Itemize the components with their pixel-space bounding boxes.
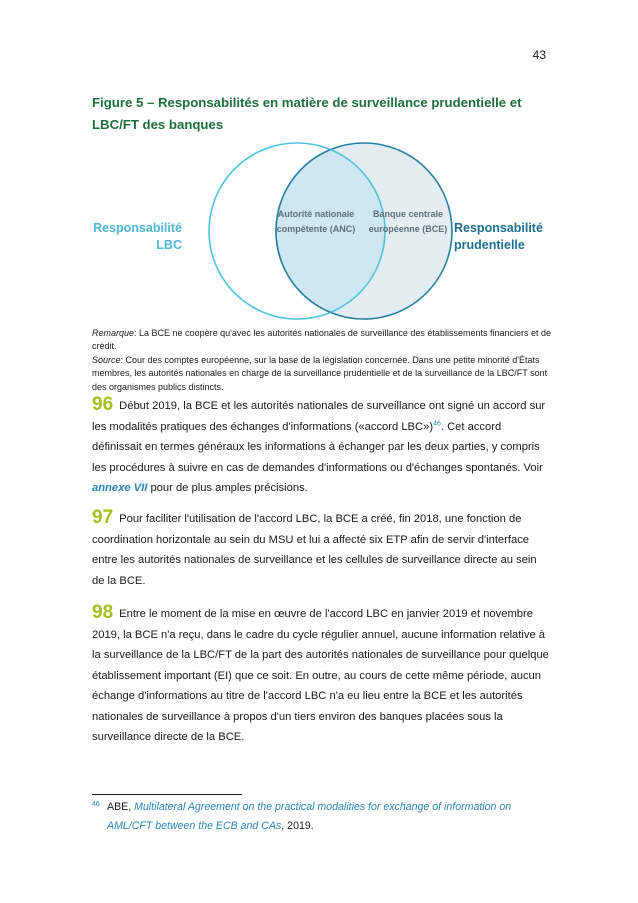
label-bce: Banque centrale européenne (BCE) [368,209,448,234]
footnote-mark: 46 [92,801,100,808]
page-number: 43 [532,48,546,62]
remark: Remarque: La BCE ne coopère qu'avec les autorités nationales de surveillance des établissements financiers et de crédit. [92,328,551,352]
footnote-ref[interactable]: 46 [433,419,441,427]
paragraph-number: 96 [92,394,114,415]
paragraph-number: 97 [92,507,114,528]
annexe-link[interactable]: annexe VII [92,482,148,494]
paragraph-98: 98 Entre le moment de la mise en œuvre de l'accord LBC en janvier 2019 et novembre 2019, la BCE n'a reçu, dans le cadre du cycle régulier annuel, aucune information relative à la surveillance de la LBC/FT de la part des autorités nationales de surveillance pour quelque établissement important (EI) que ce soit. En outre, au cours de cette même période, aucun échange d'informations au titre de l'accord LBC n'a eu lieu entre la BCE et les autorités nationales de surveillance à propos d'un tiers environ des banques placées sous la surveillance directe de la BCE. [92,602,549,743]
source: Source: Cour des comptes européenne, sur la base de la législation concernée. Dans une petite minorité d'États membres, les autorités nationales en charge de la surveillance prudentielle et de la surveillance de la LBC/FT sont des organismes publics distincts. [92,354,548,392]
label-responsabilite-prudentielle: Responsabilité prudentielle [454,221,543,252]
footnote-link[interactable]: Multilateral Agreement on the practical modalities for exchange of information on AML/CFT between the ECB and CAs [107,801,512,832]
footnote: 46 ABE, Multilateral Agreement on the practical modalities for exchange of information on AML/CFT between the ECB and CAs, 2019. [92,798,552,836]
figure-title: Figure 5 – Responsabilités en matière de surveillance prudentielle et LBC/FT des banques [92,95,522,132]
footnote-divider [92,794,242,795]
label-anc: Autorité nationale compétente (ANC) [276,209,356,234]
paragraph-97: 97 Pour faciliter l'utilisation de l'accord LBC, la BCE a créé, fin 2018, une fonction de coordination horizontale au sein du MSU et lui a affecté six ETP afin de servir d'interface entre les autorités nationales de surveillance et les cellules de surveillance directe au sein de la BCE. [92,507,537,587]
label-responsabilite-lbc: Responsabilité LBC [93,221,182,252]
figure-note [92,327,552,394]
paragraph-96: 96 Début 2019, la BCE et les autorités nationales de surveillance ont signé un accord sur les modalités pratiques des échanges d'informations («accord LBC»)$^{46}$. Cet accord définissait en termes généraux les informations à échanger par les deux parties, y compris les procédures à suivre en cas de demandes d'informations ou d'échanges spontanés. Voir annexe VII pour de plus amples précisions. [92,394,546,494]
paragraph-number: 98 [92,602,114,623]
